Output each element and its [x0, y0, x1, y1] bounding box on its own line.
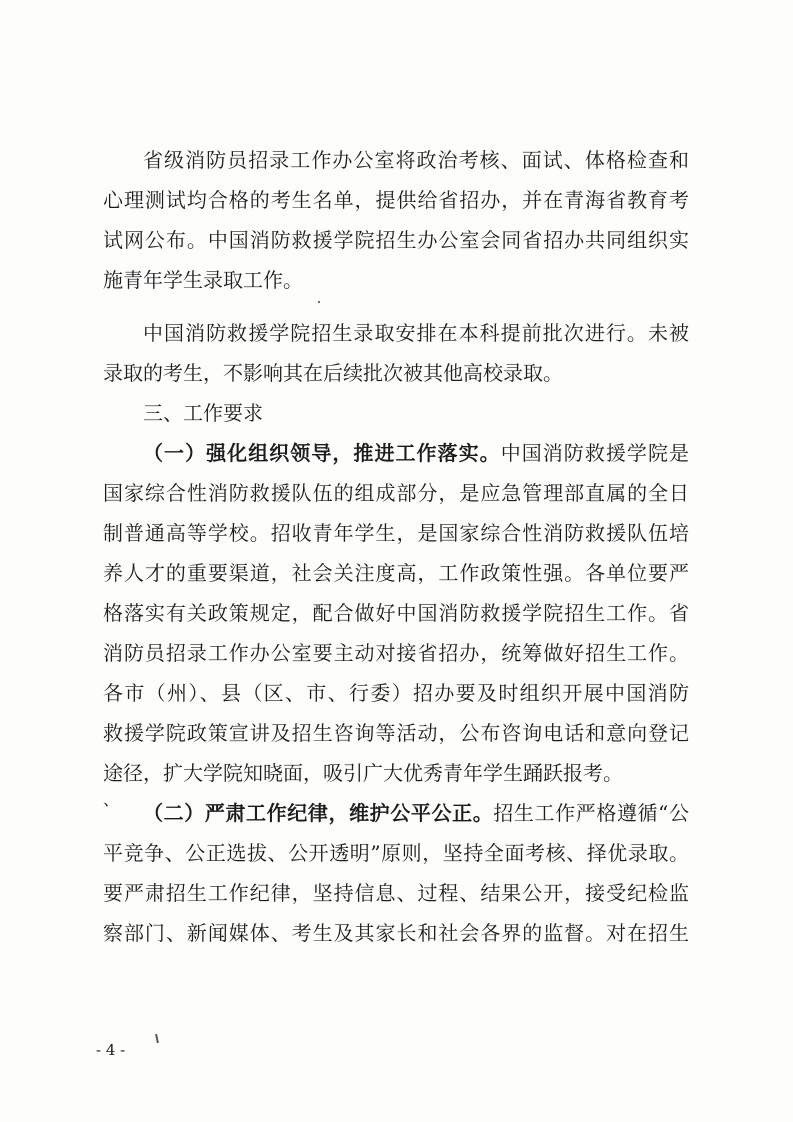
paragraph-4-first-rest: 招生工作严格遵循“公	[493, 801, 689, 825]
paragraph-3-line-3: 制普通高等学校。招收青年学生，是国家综合性消防救援队伍培	[103, 521, 689, 545]
paragraph-2-line-1: 中国消防救援学院招生录取安排在本科提前批次进行。未被	[143, 321, 689, 345]
paragraph-3-line-9: 途径，扩大学院知晓面，吸引广大优秀青年学生踊跃报考。	[103, 761, 623, 785]
paragraph-4-line-2: 平竞争、公正选拔、公开透明”原则，坚持全面考核、择优录取。	[103, 841, 689, 865]
paragraph-3-bold-lead: （一）强化组织领导，推进工作落实。	[143, 441, 501, 465]
paragraph-3-line-2: 国家综合性消防救援队伍的组成部分，是应急管理部直属的全日	[103, 481, 689, 505]
page-number: - 4 -	[96, 1041, 126, 1059]
pen-mark	[155, 1034, 159, 1043]
paragraph-4-bold-lead: （二）严肃工作纪律，维护公平公正。	[143, 801, 494, 825]
paragraph-3-line-6: 消防员招录工作办公室要主动对接省招办，统筹做好招生工作。	[103, 641, 689, 665]
paragraph-2-line-2: 录取的考生，不影响其在后续批次被其他高校录取。	[103, 361, 563, 385]
paragraph-3-line-1	[143, 433, 689, 473]
paragraph-1-line-3: 试网公布。中国消防救援学院招生办公室会同省招办共同组织实	[103, 228, 689, 252]
paragraph-1-line-4: 施青年学生录取工作。	[103, 268, 303, 292]
paragraph-3-line-8: 救援学院政策宣讲及招生咨询等活动，公布咨询电话和意向登记	[103, 721, 689, 745]
section-heading: 三、工作要求	[143, 401, 263, 425]
paragraph-3-line-7: 各市（州）、县（区、市、行委）招办要及时组织开展中国消防	[103, 681, 689, 705]
paragraph-3-line-4: 养人才的重要渠道，社会关注度高，工作政策性强。各单位要严	[103, 561, 689, 585]
paragraph-3-line-5: 格落实有关政策规定，配合做好中国消防救援学院招生工作。省	[103, 601, 689, 625]
paragraph-4-line-3: 要严肃招生工作纪律，坚持信息、过程、结果公开，接受纪检监	[103, 881, 689, 905]
paragraph-1-line-1: 省级消防员招录工作办公室将政治考核、面试、体格检查和	[143, 148, 689, 172]
paragraph-4-line-1	[143, 793, 689, 833]
paragraph-3-first-rest: 中国消防救援学院是	[500, 441, 689, 465]
stray-mark: 、	[103, 790, 120, 809]
speck-mark	[318, 301, 320, 303]
paragraph-1-line-2: 心理测试均合格的考生名单，提供给省招办，并在青海省教育考	[103, 188, 689, 212]
paragraph-4-line-4: 察部门、新闻媒体、考生及其家长和社会各界的监督。对在招生	[103, 921, 689, 945]
